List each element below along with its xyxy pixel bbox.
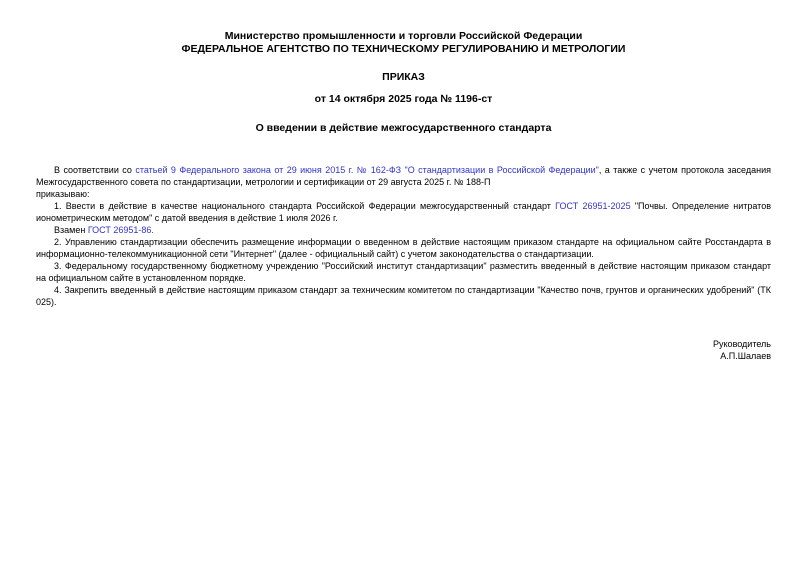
paragraph-item1 [36, 200, 771, 224]
header-ministry: Министерство промышленности и торговли Российской Федерации [224, 30, 583, 42]
paragraph-intro-prefix: В соответствии со [54, 165, 136, 175]
law-162-fz-link[interactable]: статьей 9 Федерального закона от 29 июня 2015 г. № 162-ФЗ "О стандартизации в Российской Федерации" [135, 165, 599, 175]
paragraph-intro-suffix: , а также с учетом протокола заседания Межгосударственного совета по стандартизации, метрологии и сертификации от 29 августа 2025 г. № 188-П [36, 165, 771, 187]
paragraph-item4: 4. Закрепить введенный в действие настоящим приказом стандарт за техническим комитетом по стандартизации "Качество почв, грунтов и органических удобрений" (ТК 025). [36, 285, 771, 307]
doc-date: от 14 октября 2025 года № 1196-ст [314, 93, 493, 105]
paragraph-replace-prefix: Взамен [54, 225, 88, 235]
signature-name: А.П.Шалаев [720, 351, 771, 361]
gost-26951-2025-link[interactable]: ГОСТ 26951-2025 [555, 201, 631, 211]
paragraph-item2: 2. Управлению стандартизации обеспечить размещение информации о введенном в действие настоящим приказом стандарте на официальном сайте Росстандарта в информационно-телекоммуникационной сети "Интернет" (далее - официальный сайт) с учетом законодательства о стандартизации. [36, 237, 771, 259]
header-agency: ФЕДЕРАЛЬНОЕ АГЕНТСТВО ПО ТЕХНИЧЕСКОМУ РЕГУЛИРОВАНИЮ И МЕТРОЛОГИИ [181, 43, 626, 55]
doc-type: ПРИКАЗ [382, 71, 425, 83]
gost-26951-86-link[interactable]: ГОСТ 26951-86. [87, 225, 154, 235]
paragraph-order-word: приказываю: [36, 189, 90, 199]
doc-title: О введении в действие межгосударственного стандарта [255, 122, 552, 134]
document-body [36, 164, 771, 308]
paragraph-item1-prefix: 1. Ввести в действие в качестве национального стандарта Российской Федерации межгосударственный стандарт [54, 201, 556, 211]
signature-role: Руководитель [713, 339, 771, 349]
paragraph-item3: 3. Федеральному государственному бюджетному учреждению "Российский институт стандартизации" разместить введенный в действие настоящим приказом стандарт на официальном сайте в установленном порядке. [36, 261, 771, 283]
paragraph-intro [36, 164, 771, 188]
paragraph-item1-suffix: "Почвы. Определение нитратов ионометрическим методом" с датой введения в действие 1 июля 2026 г. [36, 201, 771, 223]
signature-block [36, 338, 771, 362]
paragraph-replace [36, 224, 771, 236]
